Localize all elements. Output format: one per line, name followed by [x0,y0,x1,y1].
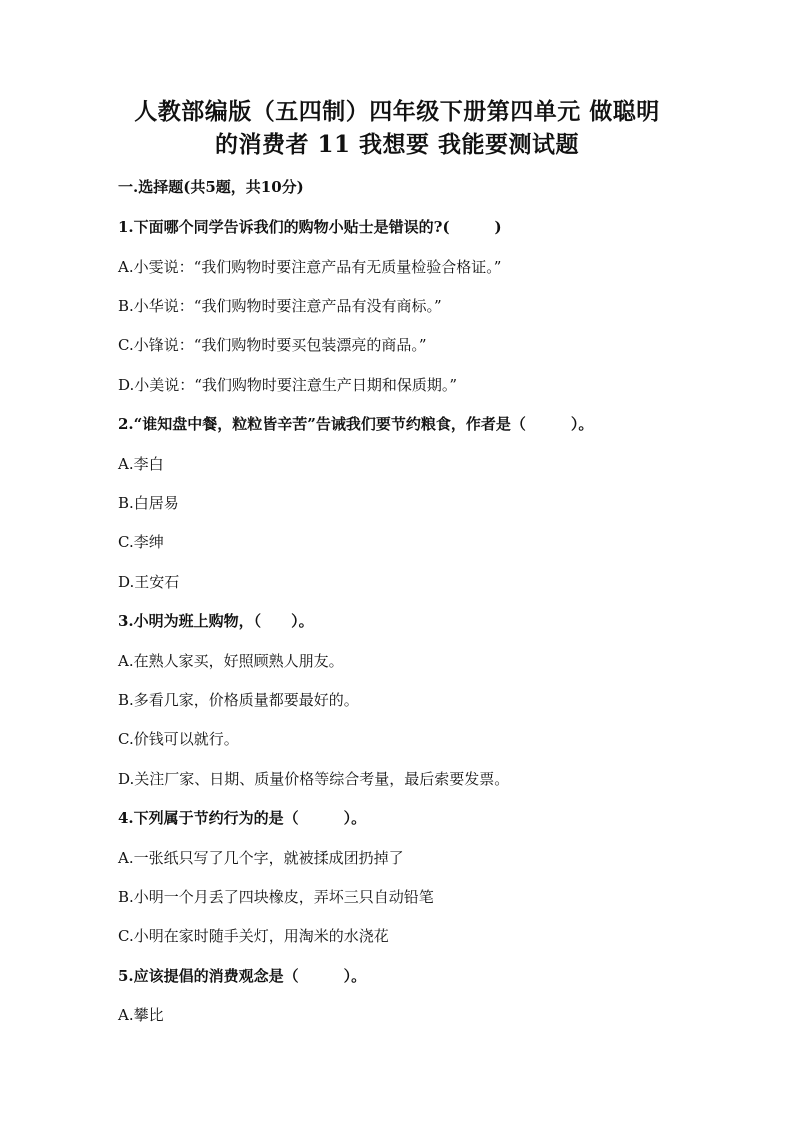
question-2-option-a: A.李白 [118,455,164,473]
question-2-stem: 2.“谁知盘中餐，粒粒皆辛苦”告诫我们要节约粮食，作者是（ ）。 [118,415,594,433]
question-4-option-a: A.一张纸只写了几个字，就被揉成团扔掉了 [118,849,404,867]
question-3-option-b: B.多看几家，价格质量都要最好的。 [118,691,359,709]
question-5-option-a: A.攀比 [118,1006,164,1024]
document-title-line-1: 人教部编版（五四制）四年级下册第四单元 做聪明 [134,98,660,125]
document-title-line-2: 的消费者 11 我想要 我能要测试题 [214,131,580,158]
question-4-option-c: C.小明在家时随手关灯，用淘米的水浇花 [118,927,389,945]
question-5-stem: 5.应该提倡的消费观念是（ ）。 [118,967,367,985]
question-1-option-c: C.小锋说：“我们购物时要买包装漂亮的商品。” [118,336,427,354]
question-4-stem: 4.下列属于节约行为的是（ ）。 [118,809,367,827]
question-4-option-b: B.小明一个月丢了四块橡皮，弄坏三只自动铅笔 [118,888,434,906]
question-1-option-a: A.小雯说：“我们购物时要注意产品有无质量检验合格证。” [118,258,502,276]
question-3-option-c: C.价钱可以就行。 [118,730,239,748]
section-heading: 一.选择题(共5题，共10分) [118,178,304,196]
question-3-stem: 3.小明为班上购物，（ ）。 [118,612,314,630]
question-1-stem: 1.下面哪个同学告诉我们的购物小贴士是错误的?( ) [118,218,502,236]
question-2-option-c: C.李绅 [118,533,164,551]
question-3-option-d: D.关注厂家、日期、质量价格等综合考量，最后索要发票。 [118,770,510,788]
question-2-option-b: B.白居易 [118,494,179,512]
question-1-option-d: D.小美说：“我们购物时要注意生产日期和保质期。” [118,376,458,394]
question-3-option-a: A.在熟人家买，好照顾熟人朋友。 [118,652,344,670]
question-2-option-d: D.王安石 [118,573,180,591]
question-1-option-b: B.小华说：“我们购物时要注意产品有没有商标。” [118,297,442,315]
